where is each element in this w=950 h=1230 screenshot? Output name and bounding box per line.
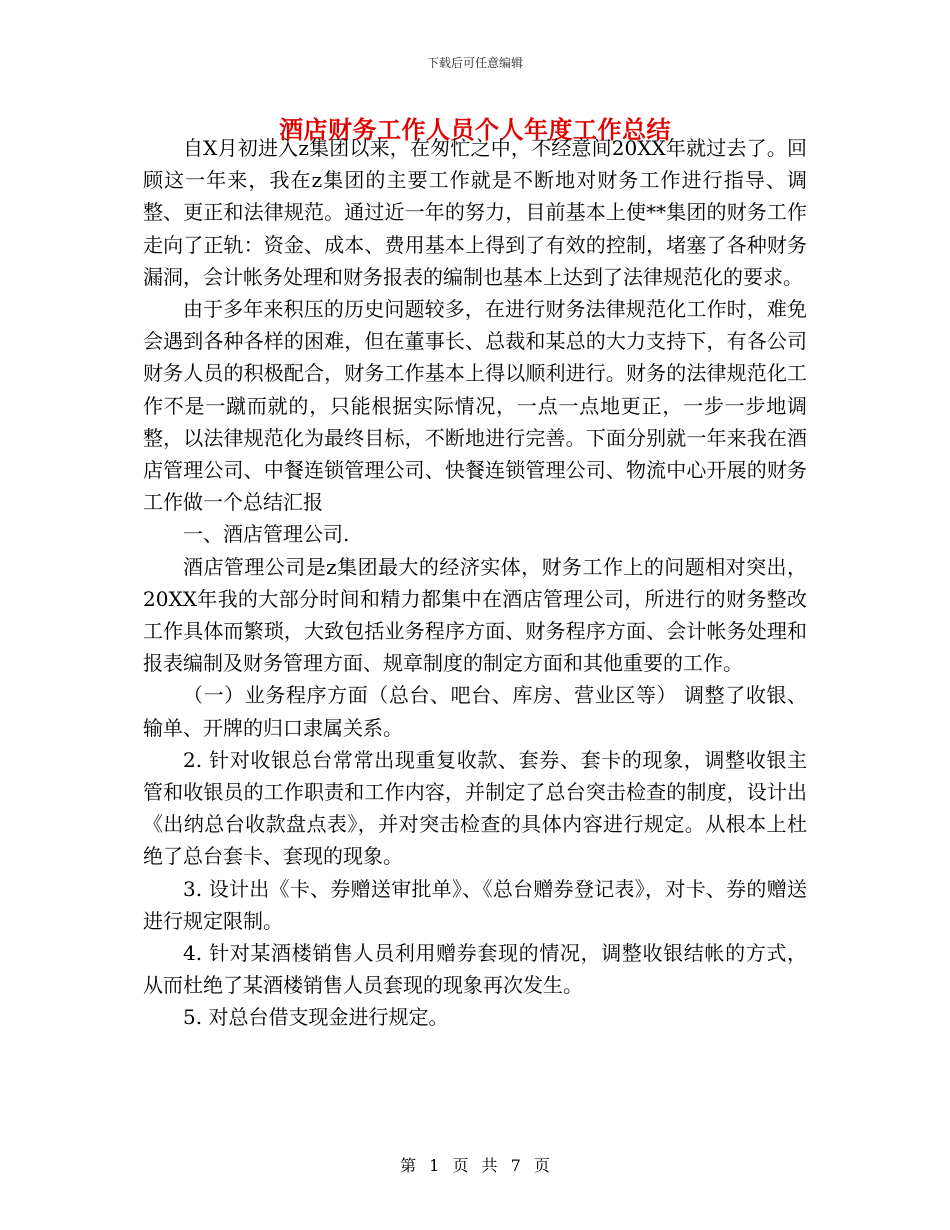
paragraph: 2. 针对收银总台常常出现重复收款、套券、套卡的现象，调整收银主管和收银员的工作职责和工作内容，并制定了总台突击检查的制度，设计出《出纳总台收款盘点表》，并对突击检查的具体内容进行规定。从根本上杜绝了总台套卡、套现的现象。 xyxy=(143,747,807,869)
document-body xyxy=(143,132,807,1034)
document-title: 酒店财务工作人员个人年度工作总结 xyxy=(279,115,671,144)
paragraph: 由于多年来积压的历史问题较多，在进行财务法律规范化工作时，难免会遇到各种各样的困难，但在董事长、总裁和某总的大力支持下，有各公司财务人员的积极配合，财务工作基本上得以顺利进行。财务的法律规范化工作不是一蹴而就的，只能根据实际情况，一点一点地更正，一步一步地调整，以法律规范化为最终目标，不断地进行完善。下面分别就一年来我在酒店管理公司、中餐连锁管理公司、快餐连锁管理公司、物流中心开展的财务工作做一个总结汇报 xyxy=(143,297,807,515)
header-note: 下载后可任意编辑 xyxy=(426,56,523,70)
paragraph: 3. 设计出《卡、券赠送审批单》、《总台赠券登记表》，对卡、券的赠送进行规定限制。 xyxy=(143,876,807,933)
paragraph: 酒店管理公司是z集团最大的经济实体，财务工作上的问题相对突出，20XX年我的大部分时间和精力都集中在酒店管理公司，所进行的财务整改工作具体而繁琐，大致包括业务程序方面、财务程序方面、会计帐务处理和报表编制及财务管理方面、规章制度的制定方面和其他重要的工作。 xyxy=(143,554,807,676)
paragraph: 4. 针对某酒楼销售人员利用赠券套现的情况，调整收银结帐的方式，从而杜绝了某酒楼销售人员套现的现象再次发生。 xyxy=(143,941,807,998)
page-number: 第 1 页 共 7 页 xyxy=(400,1156,550,1175)
section-heading: 一、酒店管理公司. xyxy=(183,522,350,547)
paragraph: （一）业务程序方面（总台、吧台、库房、营业区等） 调整了收银、输单、开牌的归口隶属关系。 xyxy=(143,683,807,740)
paragraph: 5. 对总台借支现金进行规定。 xyxy=(183,1005,449,1030)
paragraph: 自X月初进入z集团以来，在匆忙之中，不经意间20XX年就过去了。回顾这一年来，我在z集团的主要工作就是不断地对财务工作进行指导、调整、更正和法律规范。通过近一年的努力，目前基本上使**集团的财务工作走向了正轨：资金、成本、费用基本上得到了有效的控制，堵塞了各种财务漏洞，会计帐务处理和财务报表的编制也基本上达到了法律规范化的要求。 xyxy=(143,136,807,289)
